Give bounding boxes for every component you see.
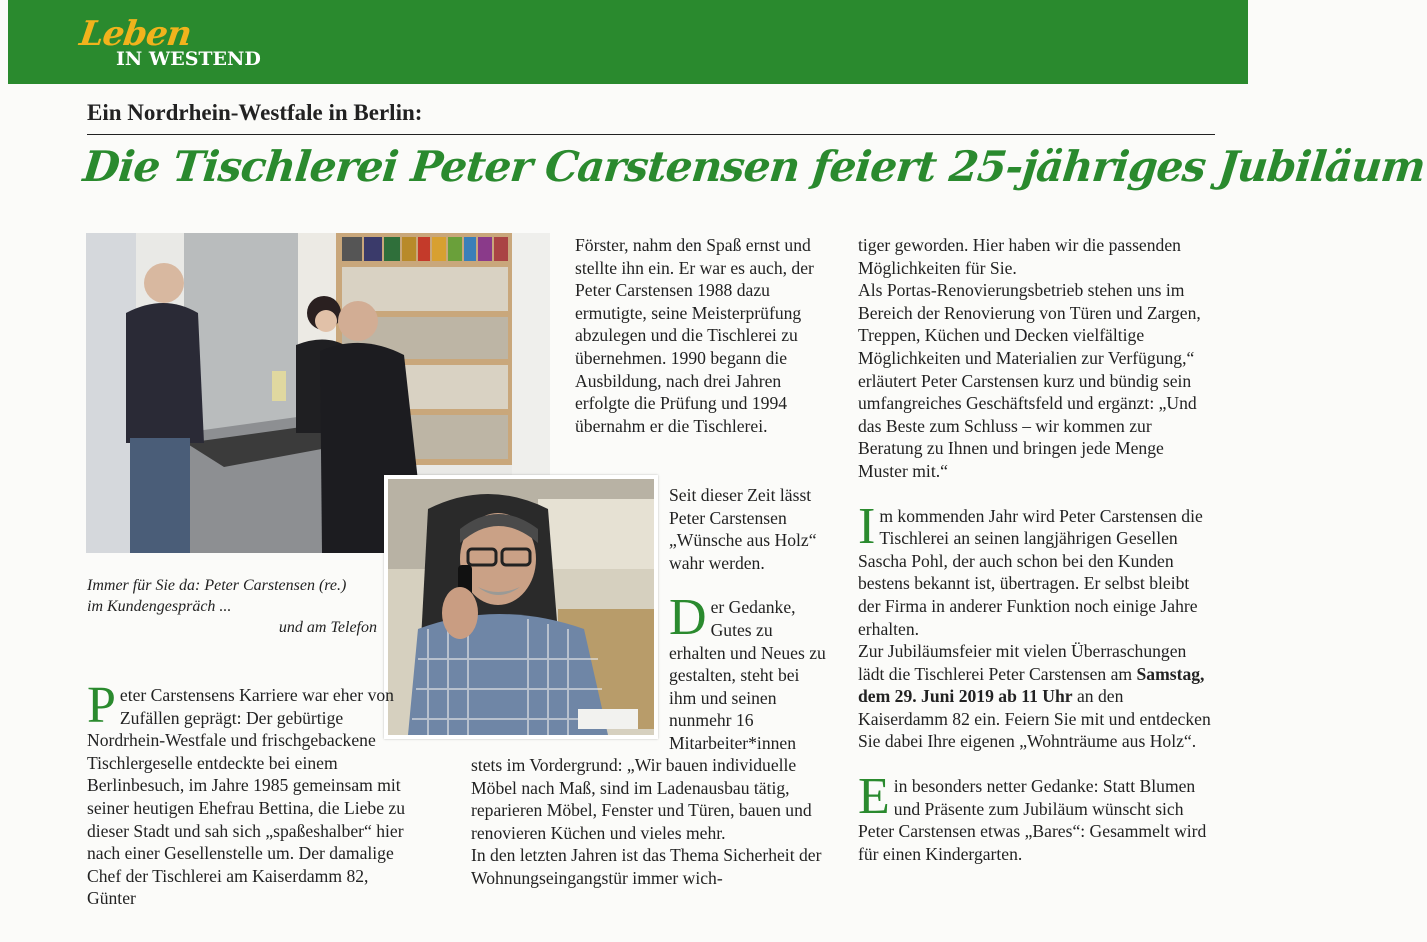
event-date: Samstag, dem 29. Juni 2019 ab 11 Uhr bbox=[858, 663, 1205, 707]
article-column-2-top bbox=[575, 234, 827, 437]
col2-paragraph-1: Förster, nahm den Spaß ernst und stellte ihn ein. Er war es auch, der Peter Carstensen 1988 dazu ermutigte, seine Meisterprüfung abzulegen und die Tischlerei zu übernehmen. 1990 begann die Ausbildung, nach drei Jahren erfolgte die Prüfung und 1994 übernahm er die Tischlerei. bbox=[575, 235, 814, 436]
caption-line-3: und am Telefon bbox=[278, 619, 377, 636]
drop-cap: D bbox=[669, 589, 707, 647]
article-column-1 bbox=[87, 677, 417, 910]
col3-paragraph-4-pre: Zur Jubiläumsfeier mit vielen Überraschungen lädt die Tischlerei Peter Carstensen am bbox=[858, 641, 1187, 684]
caption-line-2: im Kundengespräch ... bbox=[87, 598, 232, 615]
masthead-banner bbox=[8, 0, 1248, 84]
col2-paragraph-2: Seit dieser Zeit lässt Peter Carstensen „Wünsche aus Holz“ wahr werden. bbox=[669, 485, 817, 573]
col3-paragraph-5 bbox=[858, 768, 1214, 865]
photo-on-phone bbox=[384, 475, 658, 739]
col3-paragraph-1: tiger geworden. Hier haben wir die passenden Möglichkeiten für Sie. bbox=[858, 235, 1181, 278]
col3-paragraph-4 bbox=[858, 640, 1214, 753]
drop-cap: P bbox=[87, 677, 116, 734]
photo-phone-illustration bbox=[388, 479, 654, 735]
article-column-2-mid bbox=[669, 484, 829, 755]
masthead-logo-sub: IN WESTEND bbox=[116, 48, 261, 70]
col2-paragraph-3-text: er Gedanke, Gutes zu erhalten und Neues zu gestalten, steht bei ihm und seinen nunmehr 16 Mitarbeiter*innen bbox=[669, 597, 826, 753]
col1-text: eter Carstensens Karriere war eher von Zufällen geprägt: Der gebürtige Nordrhein-Westfale und frischgebackene Tischlergeselle entdeckte bei einem Berlinbesuch, im Jahre 1985 gemeinsam mit seiner heutigen Ehefrau Bettina, die Liebe zu dieser Stadt und sah sich „spaßeshalber“ hier nach einer Gesellenstelle um. Der damalige Chef der Tischlerei am Kaiserdamm 82, Günter bbox=[87, 685, 406, 909]
caption-line-1: Immer für Sie da: Peter Carstensen (re.) bbox=[87, 577, 347, 594]
col3-paragraph-3-text: m kommenden Jahr wird Peter Carstensen die Tischlerei an seinen langjährigen Gesellen Sascha Pohl, der auch schon bei den Kunden bestens bekannt ist, übertragen. Er selbst bleibt der Firma in anderer Funktion noch einige Jahre erhalten. bbox=[858, 505, 1203, 639]
article-column-2-bottom bbox=[471, 754, 829, 890]
drop-cap: I bbox=[858, 497, 876, 555]
col1-paragraph bbox=[87, 677, 417, 910]
article-headline: Die Tischlerei Peter Carstensen feiert 25-jähriges Jubiläum bbox=[80, 142, 1427, 191]
article-column-3 bbox=[858, 234, 1214, 865]
masthead-logo-script: Leben bbox=[77, 14, 194, 54]
col3-paragraph-4-post: an den Kaiserdamm 82 ein. Feiern Sie mit und entdecken Sie dabei Ihre eigenen „Wohnträume aus Holz“. bbox=[858, 686, 1211, 752]
col2-paragraph-5: In den letzten Jahren ist das Thema Sicherheit der Wohnungseingangstür immer wich- bbox=[471, 845, 822, 888]
col3-paragraph-3 bbox=[858, 497, 1214, 641]
article-kicker: Ein Nordrhein-Westfale in Berlin: bbox=[87, 100, 423, 125]
photo-caption bbox=[87, 575, 377, 638]
drop-cap: E bbox=[858, 768, 890, 826]
col2-paragraph-3 bbox=[669, 589, 829, 754]
col3-paragraph-5-text: in besonders netter Gedanke: Statt Blumen und Präsente zum Jubiläum wünscht sich Peter Carstensen etwas „Bares“: Gesammelt wird für einen Kindergarten. bbox=[858, 776, 1207, 864]
title-rule bbox=[87, 134, 1215, 135]
col3-paragraph-2: Als Portas-Renovierungsbetrieb stehen uns im Bereich der Renovierung von Türen und Zargen, Treppen, Küchen und Decken vielfältige Möglichkeiten und Materialien zur Verfügung,“ erläutert Peter Carstensen kurz und bündig sein umfangreiches Geschäftsfeld und ergänzt: „Und das Beste zum Schluss – wir kommen zur Beratung zu Ihnen und bringen jede Menge Muster mit.“ bbox=[858, 280, 1201, 481]
col2-paragraph-4: stets im Vordergrund: „Wir bauen individuelle Möbel nach Maß, sind im Ladenausbau tätig, reparieren Möbel, Fenster und Türen, bauen und renovieren Küchen und vieles mehr. bbox=[471, 755, 812, 843]
